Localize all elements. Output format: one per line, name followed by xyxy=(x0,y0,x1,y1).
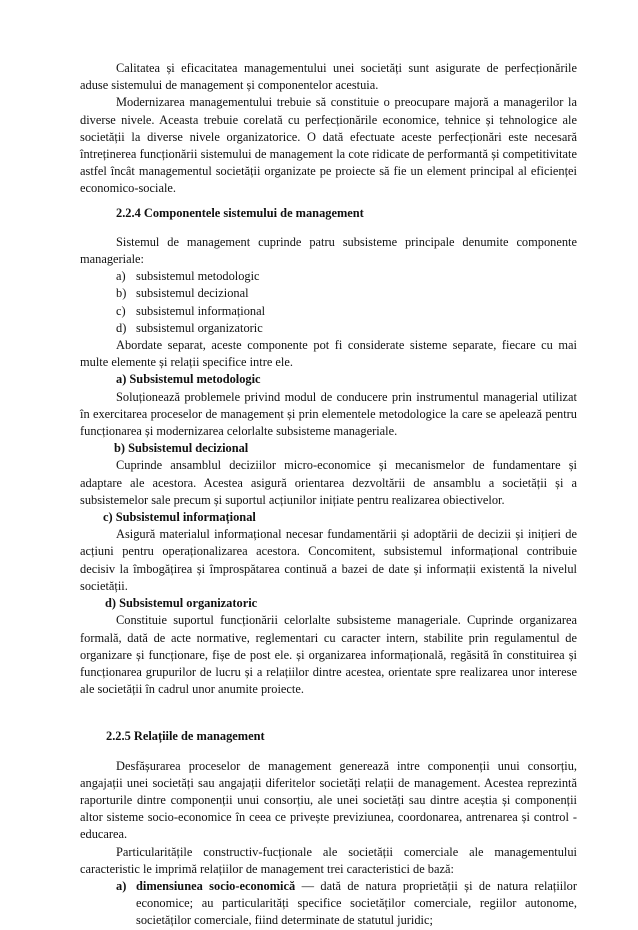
intro-paragraph-2: Modernizarea managementului trebuie să constituie o preocupare majoră a managerilor la diverse nivele. Aceasta trebuie corelată cu perfecționările economice, tehnice și tehnologice ale societății la diverse nivele organizatorice. O dată efectuate aceste perfecționări este necesară întreținerea funcționării sistemului de management la cote ridicate de performantă și competitivitate astfel încât managementul societății organizate pe proiecte să fie un element principal al eficienței economico-sociale. xyxy=(80,95,577,196)
subsection-text-informational: Asigură materialul informațional necesar fundamentării și adoptării de decizii și inițieri de acțiuni pentru operaționalizarea acestora. Concomitent, subsistemul informațional contribuie decisiv la îmbogățirea și împrospătarea continuă a bazei de date și informații existentă la nivelul societății. xyxy=(80,527,577,593)
subsection-title-informational: c) Subsistemul informațional xyxy=(103,510,256,525)
list-item-bold-term: dimensiunea socio-economică xyxy=(136,878,296,893)
intro-paragraph-1: Calitatea și eficacitatea managementului unei societăți sunt asigurate de perfecționările aduse sistemului de management și componentelor acestuia. xyxy=(80,61,577,93)
list-marker: a) xyxy=(116,269,126,284)
subsection-text-methodological: Soluționează problemele privind modul de conducere prin instrumentul managerial utilizat în exercitarea proceselor de management și prin elementele metodologice la care se apelează pentru funcționarea și modernizarea celorlalte subsisteme manageriale. xyxy=(80,389,577,439)
list-item-text: subsistemul organizatoric xyxy=(136,320,263,335)
list-item-description: — dată de natura proprietății și de natura relațiilor economice; au particularități specifice societăților comerciale, regiilor autonome, societăților comerciale, fiind determinate de statutul juridic; xyxy=(136,878,578,928)
list-item-text xyxy=(136,878,577,930)
relations-paragraph-2: Particularitățile constructiv-fucționale ale societății comerciale ale managementului caracteristic le imprimă relațiilor de management trei caracteristici de bază: xyxy=(80,844,577,876)
list-item xyxy=(116,878,577,930)
section-heading-2-2-5: 2.2.5 Relațiile de management xyxy=(106,729,265,744)
subsection-title-decisional: b) Subsistemul decizional xyxy=(114,441,249,456)
characteristics-list xyxy=(80,878,577,930)
section-heading-2-2-4: 2.2.4 Componentele sistemului de management xyxy=(116,205,364,220)
list-item-text: subsistemul decizional xyxy=(136,286,249,301)
components-list xyxy=(80,268,577,337)
list-item xyxy=(116,285,577,302)
subsection-text-decisional: Cuprinde ansamblul deciziilor micro-economice și mecanismelor de fundamentare și adaptare ale acestora. Acestea asigură orientarea dezvoltării de ansamblu a societății și a subsistemelor sale precum și suportul acțiunilor inițiate pentru realizarea obiectivelor. xyxy=(80,458,577,507)
list-marker: d) xyxy=(116,320,127,335)
list-item xyxy=(116,268,577,285)
list-item xyxy=(116,320,577,337)
subsection-title-organizational: d) Subsistemul organizatoric xyxy=(105,596,258,611)
list-marker: a) xyxy=(116,878,127,893)
list-marker: b) xyxy=(116,286,127,301)
subsection-title-methodological: a) Subsistemul metodologic xyxy=(116,372,261,387)
relations-paragraph-1: Desfășurarea proceselor de management generează intre componenții unui consorțiu, angajații unei societăți sau angajații diferitelor societăți relații de management. Acestea reprezintă raporturile dintre componenții unui consorțiu, ale unei societăți sau dintre aceștia și componenții altor sisteme socio-economice în ceea ce privește previziunea, coordonarea, antrenarea și control - educarea. xyxy=(80,758,577,842)
components-summary-paragraph: Abordate separat, aceste componente pot fi considerate sisteme separate, fiecare cu mai multe elemente și relații specifice intre ele. xyxy=(80,338,577,370)
components-intro-paragraph: Sistemul de management cuprinde patru subsisteme principale denumite componente manageriale: xyxy=(80,234,577,267)
list-marker: c) xyxy=(116,303,126,318)
list-item-text: subsistemul informațional xyxy=(136,303,266,318)
subsection-text-organizational: Constituie suportul funcționării celorlalte subsisteme manageriale. Cuprinde organizarea formală, dată de acte normative, reglementari cu caracter intern, stabilite prin regulamentul de organizare și funcționare, fișe de post ele. și organizarea informațională, regăsită în constituirea și funcționarea grupurilor de lucru și a relațiilor dintre acestea, orientate spre realizarea unor interese ale societății în cadrul unor anumite proiecte. xyxy=(80,613,577,697)
list-item-text: subsistemul metodologic xyxy=(136,269,260,284)
list-item xyxy=(116,303,577,320)
